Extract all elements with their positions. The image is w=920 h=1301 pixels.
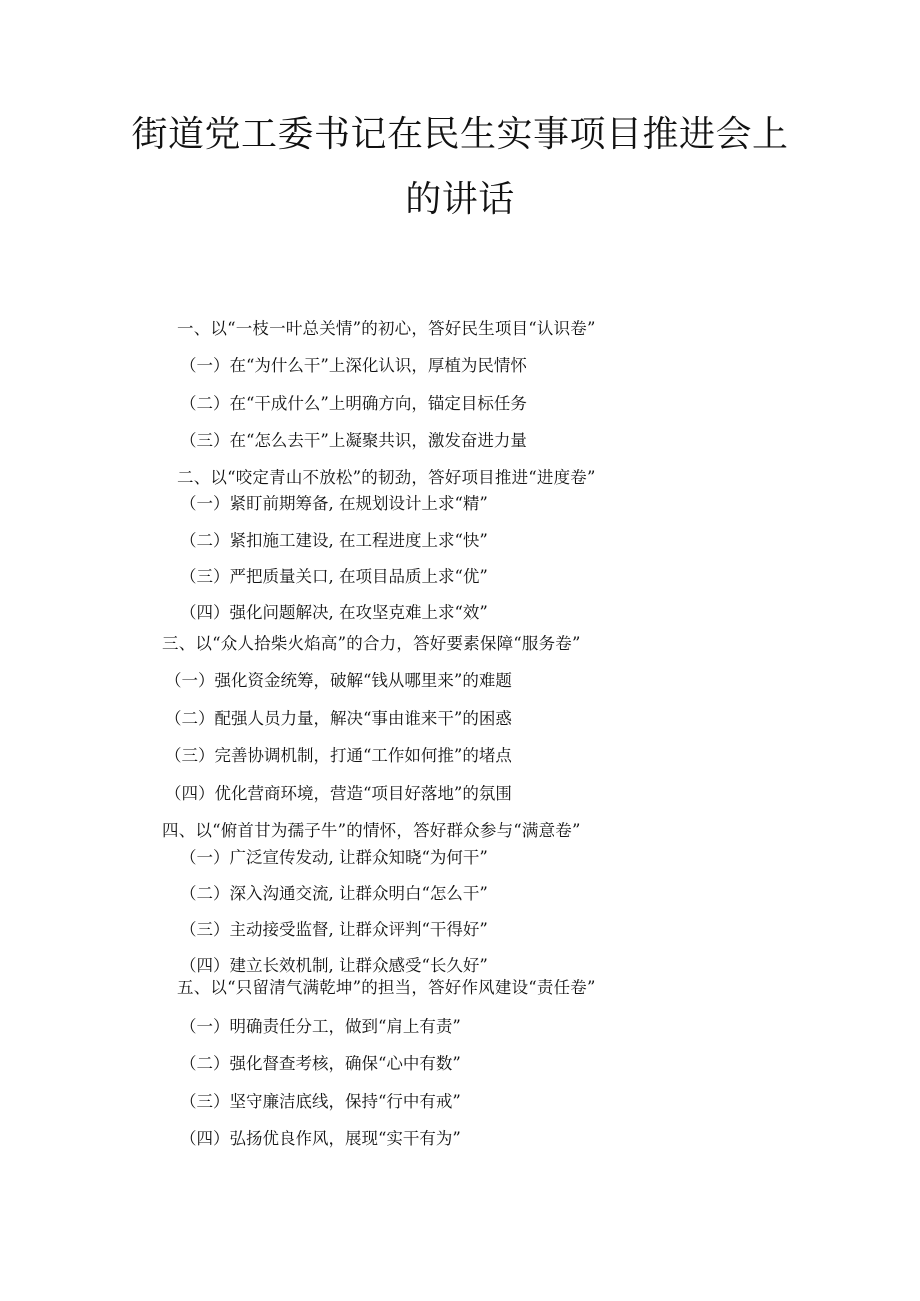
section-heading-4: 四、以“俯首甘为孺子牛”的情怀，答好群众参与“满意卷”	[162, 821, 581, 840]
section-2-item-1: （一）紧盯前期筹备, 在规划设计上求“精”	[180, 494, 488, 513]
section-3-item-2: （二）配强人员力量，解决“事由谁来干”的困惑	[165, 709, 512, 728]
section-3-item-3: （三）完善协调机制，打通“工作如何推”的堵点	[165, 746, 512, 765]
section-2-item-4: （四）强化问题解决, 在攻坚克难上求“效”	[180, 603, 488, 622]
section-5-item-2: （二）强化督查考核，确保“心中有数”	[180, 1054, 461, 1073]
section-4-item-4: （四）建立长效机制, 让群众感受“长久好”	[180, 956, 488, 975]
section-5-item-4: （四）弘扬优良作风，展现“实干有为”	[180, 1129, 461, 1148]
section-5-item-3: （三）坚守廉洁底线，保持“行中有戒”	[180, 1092, 461, 1111]
section-2-item-3: （三）严把质量关口, 在项目品质上求“优”	[180, 567, 488, 586]
section-1-item-1: （一）在“为什么干”上深化认识，厚植为民情怀	[180, 356, 527, 375]
section-4-item-3: （三）主动接受监督, 让群众评判“干得好”	[180, 920, 488, 939]
document-title-line-2: 的讲话	[405, 179, 515, 220]
section-1-item-2: （二）在“干成什么”上明确方向，锚定目标任务	[180, 394, 527, 413]
section-heading-2: 二、以“咬定青山不放松”的韧劲，答好项目推进“进度卷”	[177, 468, 596, 487]
section-1-item-3: （三）在“怎么去干”上凝聚共识，激发奋进力量	[180, 431, 527, 450]
section-5-item-1: （一）明确责任分工，做到“肩上有责”	[180, 1017, 461, 1036]
section-heading-3: 三、以“众人拾柴火焰高”的合力，答好要素保障“服务卷”	[162, 634, 581, 653]
section-3-item-4: （四）优化营商环境，营造“项目好落地”的氛围	[165, 784, 512, 803]
section-heading-1: 一、以“一枝一叶总关情”的初心，答好民生项目“认识卷”	[177, 319, 596, 338]
section-heading-5: 五、以“只留清气满乾坤”的担当，答好作风建设“责任卷”	[177, 978, 596, 997]
section-3-item-1: （一）强化资金统筹，破解“钱从哪里来”的难题	[165, 671, 512, 690]
section-2-item-2: （二）紧扣施工建设, 在工程进度上求“快”	[180, 531, 488, 550]
section-4-item-2: （二）深入沟通交流, 让群众明白“怎么干”	[180, 884, 488, 903]
document-title-line-1: 街道党工委书记在民生实事项目推进会上	[131, 114, 789, 155]
section-4-item-1: （一）广泛宣传发动, 让群众知晓“为何干”	[180, 848, 488, 867]
